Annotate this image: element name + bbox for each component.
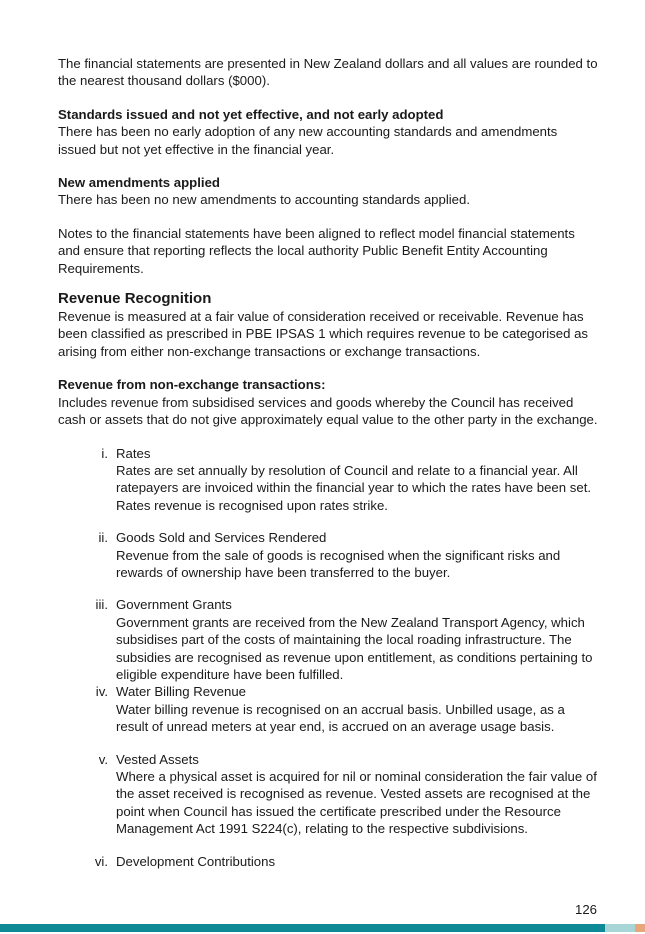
document-page — [58, 55, 598, 870]
list-item-title: Vested Assets — [116, 751, 199, 767]
list-item-number: ii. — [98, 530, 108, 546]
intro-paragraph: The financial statements are presented in New Zealand dollars and all values are rounded to the nearest thousand dollars ($000). — [58, 56, 598, 89]
standards-paragraph: There has been no early adoption of any new accounting standards and amendments issued but not yet effective in the financial year. — [58, 124, 558, 157]
list-item-number: iv. — [95, 684, 108, 700]
list-item — [58, 751, 598, 838]
revenue-recognition-paragraph: Revenue is measured at a fair value of consideration received or receivable. Revenue has been classified as prescribed in PBE IPSAS 1 which requires revenue to be categorised as arising from either non-exchange transactions or exchange transactions. — [58, 309, 588, 359]
list-item-number: vi. — [94, 853, 108, 869]
amendments-paragraph: There has been no new amendments to accounting standards applied. — [58, 192, 471, 208]
list-item — [58, 683, 598, 735]
list-item-title: Water Billing Revenue — [116, 684, 246, 700]
list-item — [58, 596, 598, 683]
amendments-heading: New amendments applied — [58, 175, 220, 191]
list-item-text: Rates are set annually by resolution of Council and relate to a financial year. All ratepayers are invoiced within the financial year to which the rates have been set. Rates revenue is recognised upon rates strike. — [116, 462, 592, 513]
list-item-text: Water billing revenue is recognised on an accrual basis. Unbilled usage, as a result of unread meters at year end, is accrued on an average usage basis. — [116, 701, 565, 735]
footer-bar-main — [0, 924, 605, 932]
footer-bar-light — [605, 924, 635, 932]
list-item — [58, 529, 598, 581]
standards-heading: Standards issued and not yet effective, and not early adopted — [58, 106, 444, 122]
footer-bar-accent — [635, 924, 645, 932]
list-item-number: i. — [101, 445, 108, 461]
nonexchange-heading: Revenue from non-exchange transactions: — [58, 377, 326, 393]
list-item — [58, 445, 598, 515]
list-item-title: Rates — [116, 445, 151, 461]
revenue-types-list — [58, 445, 598, 871]
list-item-number: iii. — [95, 597, 108, 613]
list-item-title: Development Contributions — [116, 853, 276, 869]
list-item-title: Goods Sold and Services Rendered — [116, 530, 327, 546]
footer-bar — [0, 924, 645, 932]
list-item-text: Where a physical asset is acquired for nil or nominal consideration the fair value of the asset received is recognised as revenue. Vested assets are recognised at the point when Council has issued the certificate prescribed under the Resource Management Act 1991 S224(c), relating to the respective subdivisions. — [116, 769, 597, 837]
nonexchange-paragraph: Includes revenue from subsidised services and goods whereby the Council has received cash or assets that do not give approximately equal value to the other party in the exchange. — [58, 394, 598, 428]
list-item-title: Government Grants — [116, 597, 232, 613]
notes-paragraph: Notes to the financial statements have been aligned to reflect model financial statements and ensure that reporting reflects the local authority Public Benefit Entity Accounting Requirements. — [58, 225, 575, 276]
page-number: 126 — [574, 902, 597, 917]
list-item — [58, 853, 598, 870]
revenue-recognition-heading: Revenue Recognition — [58, 290, 212, 308]
list-item-text: Revenue from the sale of goods is recognised when the significant risks and rewards of ownership have been transferred to the buyer. — [116, 547, 561, 580]
list-item-text: Government grants are received from the New Zealand Transport Agency, which subsidises part of the costs of maintaining the local roading infrastructure. The subsidies are recognised as revenue upon entitlement, as conditions pertaining to eligible expenditure have been fulfilled. — [116, 614, 593, 682]
list-item-number: v. — [98, 751, 108, 767]
